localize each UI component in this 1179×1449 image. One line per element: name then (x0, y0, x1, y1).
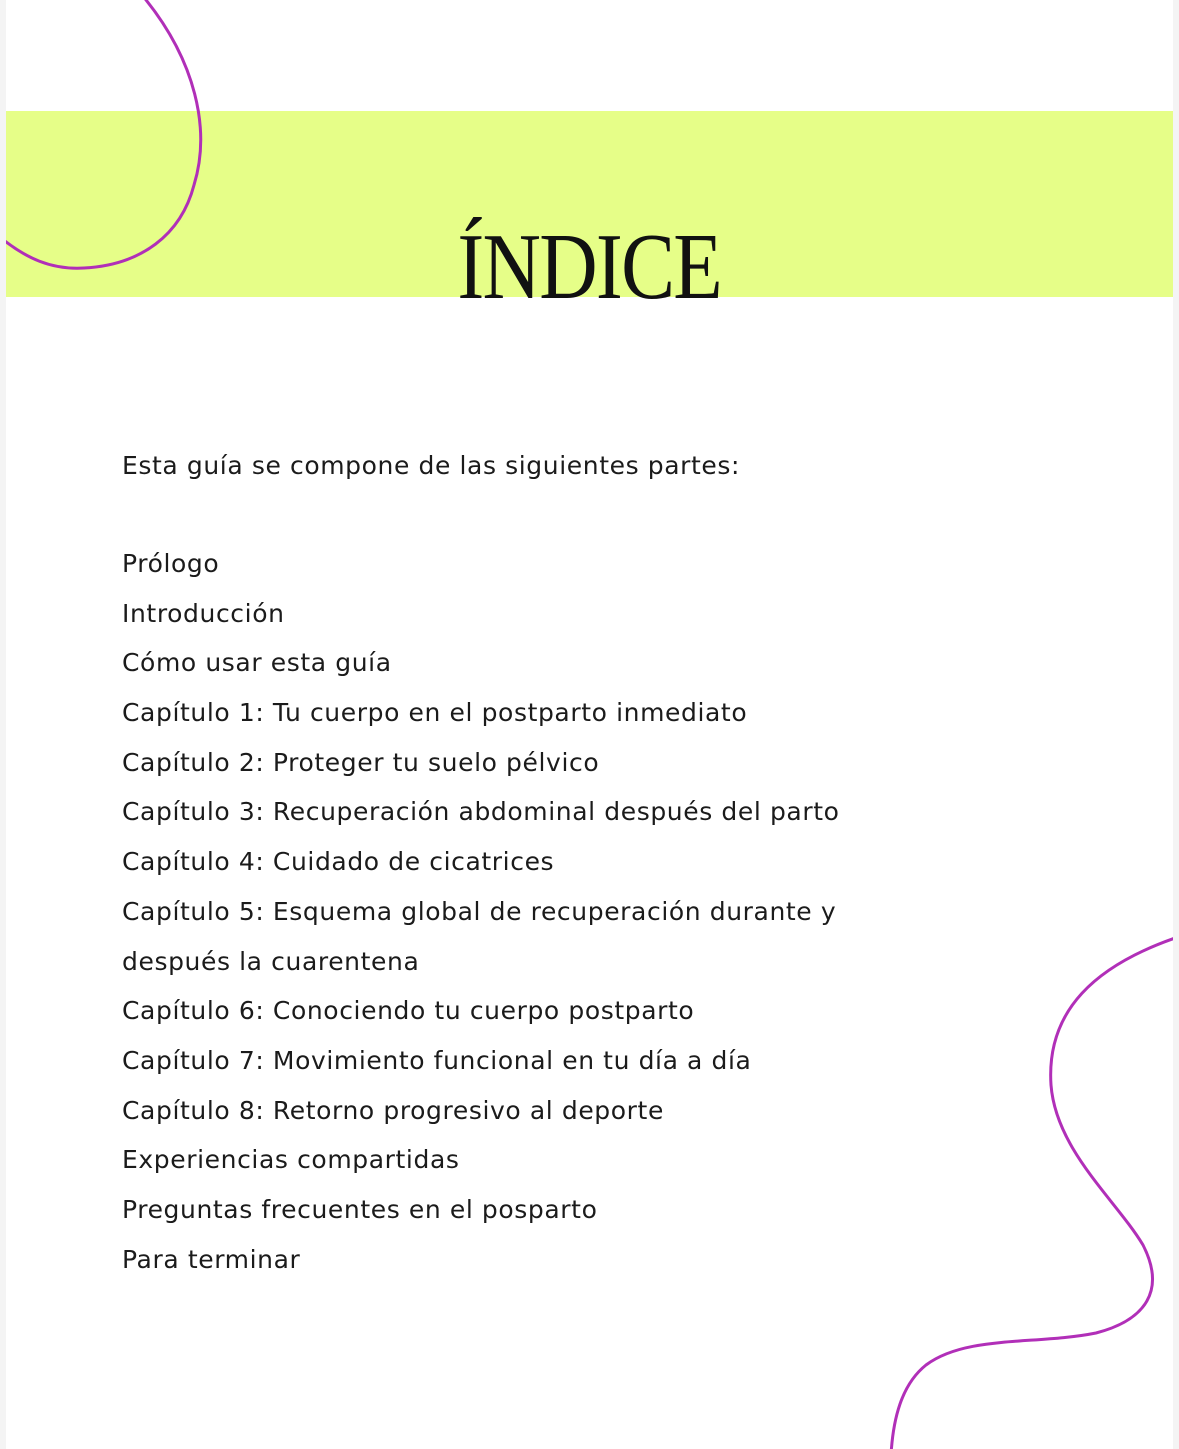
table-of-contents (122, 539, 1022, 1284)
toc-item: Experiencias compartidas (122, 1145, 460, 1175)
toc-item: Capítulo 3: Recuperación abdominal después del parto (122, 797, 840, 827)
toc-item: Cómo usar esta guía (122, 648, 392, 678)
intro-text: Esta guía se compone de las siguientes partes: (122, 451, 741, 480)
toc-item: después la cuarentena (122, 946, 420, 976)
toc-item: Prólogo (122, 549, 220, 578)
document-page (6, 0, 1173, 1449)
toc-item: Para terminar (122, 1244, 301, 1274)
toc-item: Capítulo 2: Proteger tu suelo pélvico (122, 747, 600, 777)
toc-item: Capítulo 4: Cuidado de cicatrices (122, 847, 555, 877)
toc-item: Capítulo 5: Esquema global de recuperación durante y (122, 896, 837, 926)
toc-item: Preguntas frecuentes en el posparto (122, 1194, 598, 1224)
page-title: ÍNDICE (457, 214, 721, 319)
toc-item: Capítulo 7: Movimiento funcional en tu día a día (122, 1045, 752, 1075)
toc-item: Capítulo 6: Conociendo tu cuerpo postparto (122, 996, 695, 1026)
toc-item: Capítulo 8: Retorno progresivo al deporte (122, 1095, 664, 1125)
toc-item: Capítulo 1: Tu cuerpo en el postparto inmediato (122, 698, 748, 728)
index-content (122, 440, 1022, 1284)
toc-item: Introducción (122, 598, 285, 628)
